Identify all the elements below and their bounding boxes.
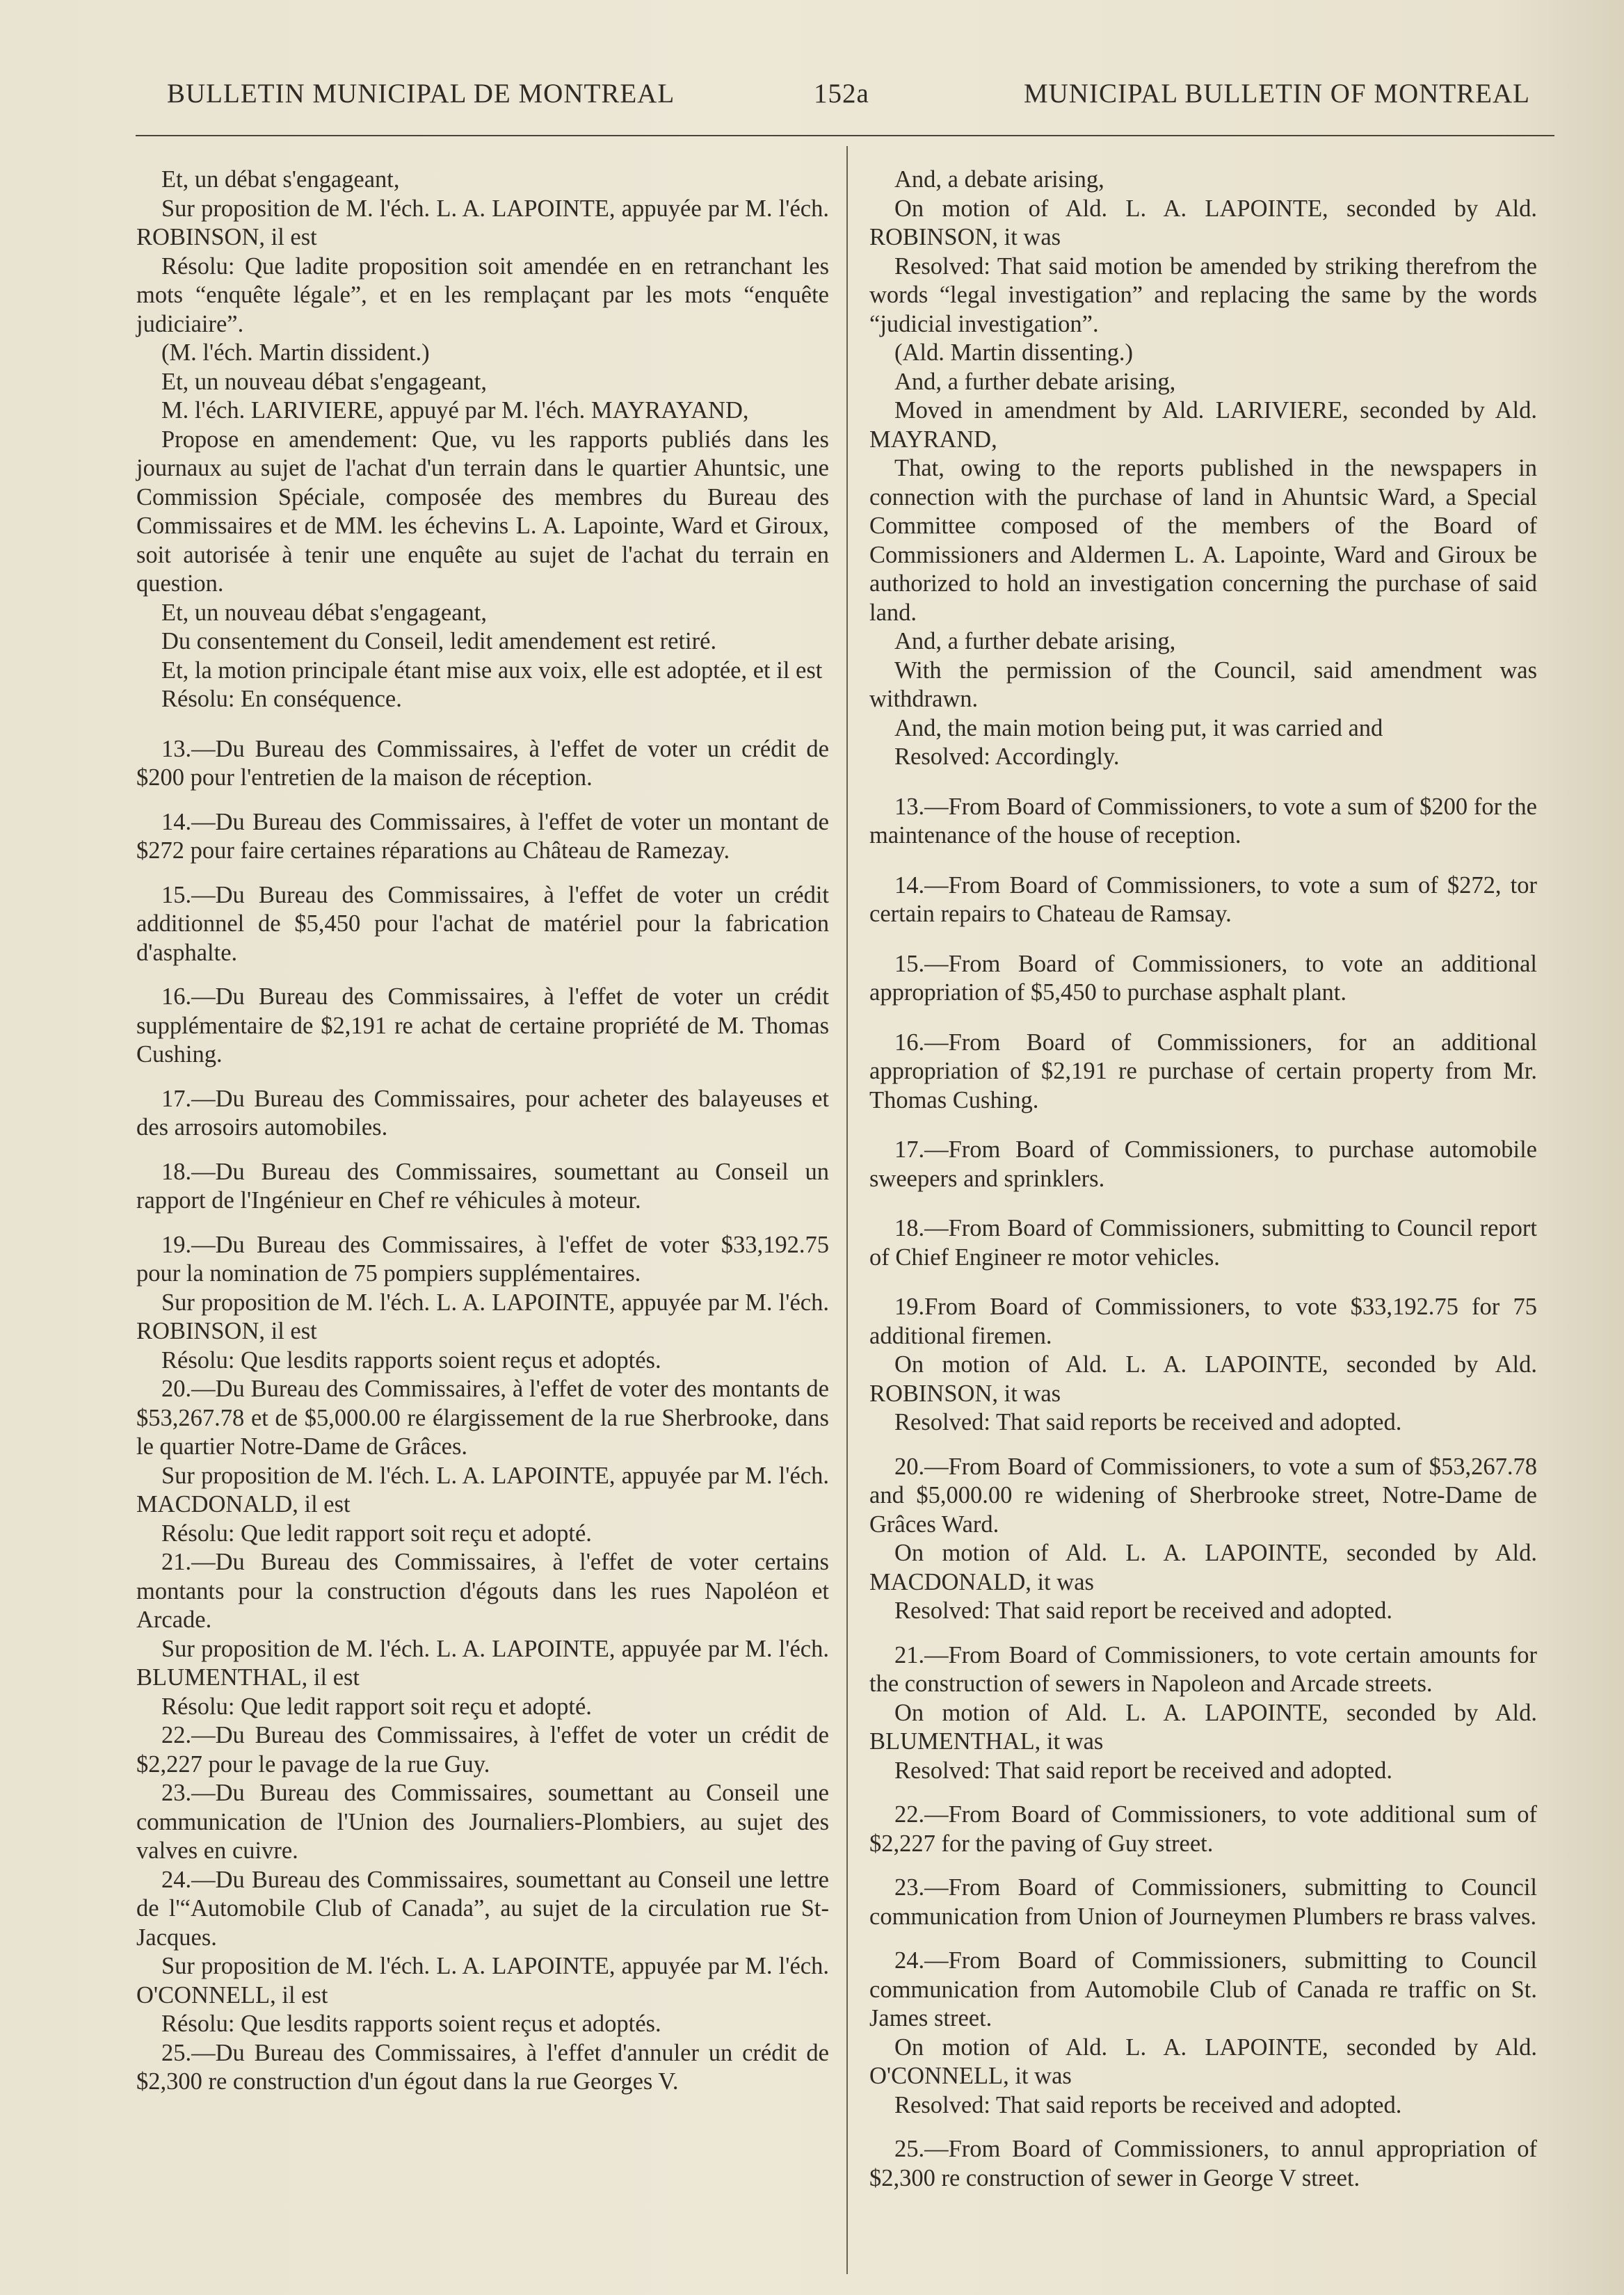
paragraph: Résolu: Que lesdits rapports soient reçus et adoptés.: [161, 2011, 661, 2037]
paragraph: (Ald. Martin dissenting.): [894, 339, 1134, 366]
paragraph: Resolved: That said reports be received and adopted.: [894, 1409, 1402, 1435]
paragraph: And, a further debate arising,: [894, 628, 1176, 654]
paragraph: And, the main motion being put, it was carried and: [894, 714, 1383, 741]
paragraph: Sur proposition de M. l'éch. L. A. LAPOINTE, appuyée par M. l'éch. ROBINSON, il est: [136, 195, 829, 250]
agenda-item-23: 23.—From Board of Commissioners, submitting to Council communication from Union of Journeymen Plumbers re brass valves.: [869, 1874, 1537, 1930]
english-column: [869, 166, 1537, 2193]
paragraph: Et, la motion principale étant mise aux voix, elle est adoptée, et il est: [161, 657, 823, 684]
agenda-item-23: 23.—Du Bureau des Commissaires, soumettant au Conseil une communication de l'Union des Journaliers-Plombiers, au sujet des valves en cuivre.: [136, 1780, 829, 1864]
paragraph: On motion of Ald. L. A. LAPOINTE, seconded by Ald. O'CONNELL, it was: [869, 2034, 1537, 2089]
paragraph: Et, un nouveau débat s'engageant,: [161, 599, 487, 626]
agenda-item-22: 22.—Du Bureau des Commissaires, à l'effet de voter un crédit de $2,227 pour le pavage de la rue Guy.: [136, 1722, 829, 1778]
paragraph: Résolu: En conséquence.: [161, 686, 402, 712]
agenda-item-19: 19.—Du Bureau des Commissaires, à l'effet de voter $33,192.75 pour la nomination de 75 pompiers supplémentaires.: [136, 1231, 829, 1287]
agenda-item-25: 25.—From Board of Commissioners, to annul appropriation of $2,300 re construction of sewer in George V street.: [869, 2136, 1537, 2191]
paragraph: Resolved: That said report be received and adopted.: [894, 1757, 1392, 1784]
agenda-item-20: 20.—From Board of Commissioners, to vote a sum of $53,267.78 and $5,000.00 re widening of Sherbrooke street, Notre-Dame de Grâces Ward.: [869, 1453, 1537, 1538]
agenda-item-16: 16.—From Board of Commissioners, for an additional appropriation of $2,191 re purchase of certain property from Mr. Thomas Cushing.: [869, 1029, 1537, 1113]
agenda-item-21: 21.—Du Bureau des Commissaires, à l'effet de voter certains montants pour la construction d'égouts dans les rues Napoléon et Arcade.: [136, 1549, 829, 1633]
agenda-item-16: 16.—Du Bureau des Commissaires, à l'effet de voter un crédit supplémentaire de $2,191 re achat de certaine propriété de M. Thomas Cushing.: [136, 983, 829, 1068]
agenda-item-18: 18.—From Board of Commissioners, submitting to Council report of Chief Engineer re motor vehicles.: [869, 1215, 1537, 1271]
paragraph: Moved in amendment by Ald. LARIVIERE, seconded by Ald. MAYRAND,: [869, 397, 1537, 453]
paragraph: On motion of Ald. L. A. LAPOINTE, seconded by Ald. ROBINSON, it was: [869, 1351, 1537, 1407]
agenda-item-18: 18.—Du Bureau des Commissaires, soumettant au Conseil un rapport de l'Ingénieur en Chef re véhicules à moteur.: [136, 1158, 829, 1214]
paragraph: Sur proposition de M. l'éch. L. A. LAPOINTE, appuyée par M. l'éch. O'CONNELL, il est: [136, 1953, 829, 2008]
paragraph: And, a further debate arising,: [894, 368, 1176, 395]
paragraph: Resolved: That said reports be received and adopted.: [894, 2091, 1402, 2118]
paragraph: Sur proposition de M. l'éch. L. A. LAPOINTE, appuyée par M. l'éch. MACDONALD, il est: [136, 1462, 829, 1517]
paragraph: Resolved: That said motion be amended by striking therefrom the words “legal investigation” and replacing the same by the words “judicial investigation”.: [869, 252, 1537, 337]
paragraph: Résolu: Que ledit rapport soit reçu et adopté.: [161, 1693, 592, 1720]
agenda-item-17: 17.—Du Bureau des Commissaires, pour acheter des balayeuses et des arrosoirs automobiles.: [136, 1085, 829, 1141]
header-title-english: MUNICIPAL BULLETIN OF MONTREAL: [1023, 79, 1530, 108]
agenda-item-24: 24.—Du Bureau des Commissaires, soumettant au Conseil une lettre de l'“Automobile Club of Canada”, au sujet de la circulation rue St-Jacques.: [136, 1866, 829, 1951]
header-rule: [136, 135, 1554, 136]
paragraph: With the permission of the Council, said amendment was withdrawn.: [869, 657, 1537, 712]
paragraph: Propose en amendement: Que, vu les rapports publiés dans les journaux au sujet de l'achat d'un terrain dans le quartier Ahuntsic, une Commission Spéciale, composée des membres du Bureau des Commissaires et de MM. les échevins L. A. Lapointe, Ward et Giroux, soit autorisée à tenir une enquête au sujet de l'achat du terrain en question.: [136, 426, 829, 597]
agenda-item-19: 19.From Board of Commissioners, to vote $33,192.75 for 75 additional firemen.: [869, 1294, 1537, 1349]
paragraph: Resolved: That said report be received and adopted.: [894, 1597, 1392, 1624]
agenda-item-15: 15.—From Board of Commissioners, to vote an additional appropriation of $5,450 to purchase asphalt plant.: [869, 950, 1537, 1006]
agenda-item-13: 13.—From Board of Commissioners, to vote a sum of $200 for the maintenance of the house of reception.: [869, 793, 1537, 848]
agenda-item-14: 14.—From Board of Commissioners, to vote a sum of $272, tor certain repairs to Chateau de Ramsay.: [869, 871, 1537, 927]
paragraph: Et, un nouveau débat s'engageant,: [161, 368, 487, 395]
agenda-item-15: 15.—Du Bureau des Commissaires, à l'effet de voter un crédit additionnel de $5,450 pour l'achat de matériel pour la fabrication d'asphalte.: [136, 881, 829, 966]
paragraph: On motion of Ald. L. A. LAPOINTE, seconded by Ald. ROBINSON, it was: [869, 195, 1537, 250]
agenda-item-21: 21.—From Board of Commissioners, to vote certain amounts for the construction of sewers in Napoleon and Arcade streets.: [869, 1641, 1537, 1697]
paragraph: Du consentement du Conseil, ledit amendement est retiré.: [161, 628, 717, 654]
agenda-item-14: 14.—Du Bureau des Commissaires, à l'effet de voter un montant de $272 pour faire certaines réparations au Château de Ramezay.: [136, 808, 829, 864]
column-divider: [846, 146, 848, 2274]
agenda-item-24: 24.—From Board of Commissioners, submitting to Council communication from Automobile Club of Canada re traffic on St. James street.: [869, 1947, 1537, 2031]
paragraph: Résolu: Que ladite proposition soit amendée en en retranchant les mots “enquête légale”, et en les remplaçant par les mots “enquête judiciaire”.: [136, 252, 829, 337]
paragraph: Sur proposition de M. l'éch. L. A. LAPOINTE, appuyée par M. l'éch. ROBINSON, il est: [136, 1289, 829, 1344]
paragraph: That, owing to the reports published in the newspapers in connection with the purchase of land in Ahuntsic Ward, a Special Committee composed of the members of the Board of Commissioners and Aldermen L. A. Lapointe, Ward and Giroux be authorized to hold an investigation concerning the purchase of said land.: [869, 455, 1537, 626]
running-header: [167, 78, 1530, 120]
agenda-item-22: 22.—From Board of Commissioners, to vote additional sum of $2,227 for the paving of Guy street.: [869, 1801, 1537, 1857]
paragraph: (M. l'éch. Martin dissident.): [161, 339, 430, 366]
header-title-french: BULLETIN MUNICIPAL DE MONTREAL: [167, 79, 675, 108]
paragraph: Résolu: Que lesdits rapports soient reçus et adoptés.: [161, 1346, 661, 1374]
paragraph: On motion of Ald. L. A. LAPOINTE, seconded by Ald. MACDONALD, it was: [869, 1540, 1537, 1595]
paragraph: Sur proposition de M. l'éch. L. A. LAPOINTE, appuyée par M. l'éch. BLUMENTHAL, il est: [136, 1635, 829, 1691]
agenda-item-17: 17.—From Board of Commissioners, to purchase automobile sweepers and sprinklers.: [869, 1136, 1537, 1192]
french-column: [136, 166, 829, 2097]
paragraph: Resolved: Accordingly.: [894, 743, 1120, 770]
paragraph: M. l'éch. LARIVIERE, appuyé par M. l'éch. MAYRAYAND,: [161, 397, 749, 424]
paragraph: And, a debate arising,: [894, 166, 1104, 193]
agenda-item-25: 25.—Du Bureau des Commissaires, à l'effet d'annuler un crédit de $2,300 re construction d'un égout dans la rue Georges V.: [136, 2039, 829, 2095]
paragraph: Résolu: Que ledit rapport soit reçu et adopté.: [161, 1520, 592, 1547]
paragraph: On motion of Ald. L. A. LAPOINTE, seconded by Ald. BLUMENTHAL, it was: [869, 1699, 1537, 1755]
agenda-item-13: 13.—Du Bureau des Commissaires, à l'effet de voter un crédit de $200 pour l'entretien de la maison de réception.: [136, 735, 829, 791]
page-number: 152a: [814, 79, 869, 108]
paragraph: Et, un débat s'engageant,: [161, 166, 400, 193]
agenda-item-20: 20.—Du Bureau des Commissaires, à l'effet de voter des montants de $53,267.78 et de $5,000.00 re élargissement de la rue Sherbrooke, dans le quartier Notre-Dame de Grâces.: [136, 1376, 829, 1460]
